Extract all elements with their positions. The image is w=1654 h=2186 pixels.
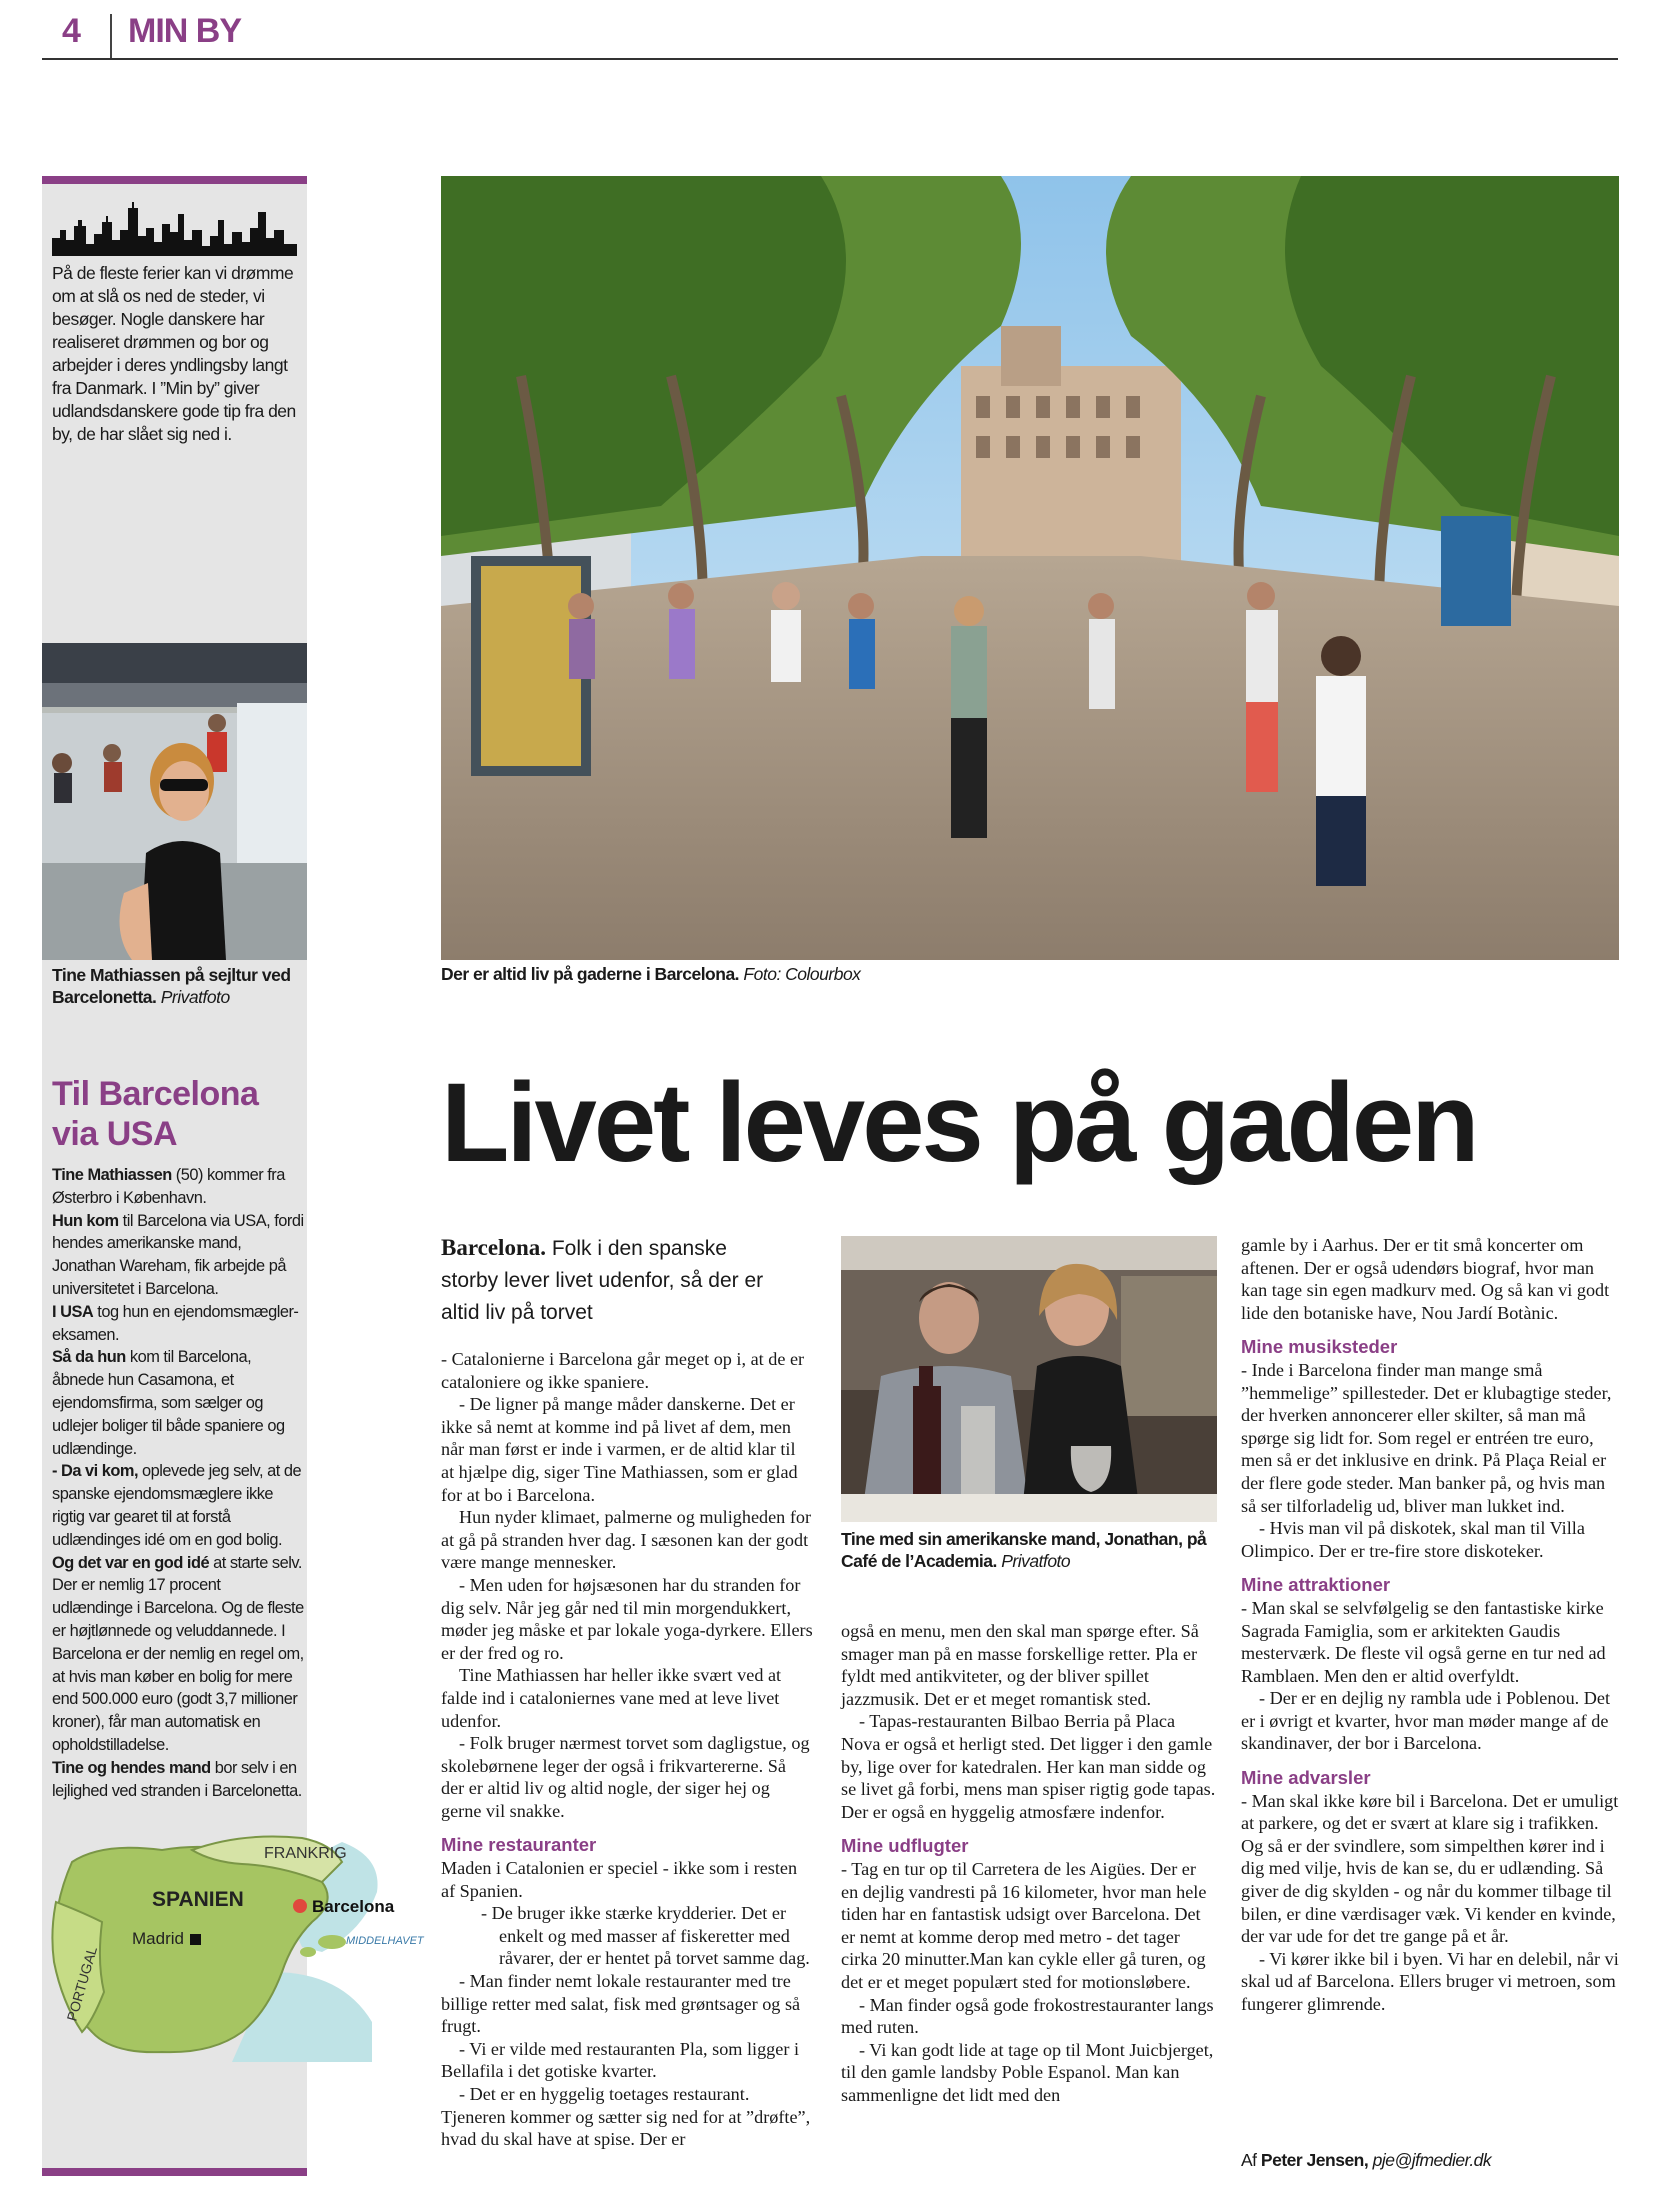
body-paragraph: - Men uden for højsæsonen har du stranden for dig selv. Når jeg går ned til min morgendukkert, møder jeg måske et par lokale yoga-dyrkere. Ellers er der fred og ro.	[441, 1574, 813, 1663]
byline	[1241, 2150, 1491, 2171]
map-label-madrid: Madrid	[132, 1929, 184, 1948]
sidebar-intro: På de fleste ferier kan vi drømme om at slå os ned de steder, vi besøger. Nogle danskere har realiseret drømmen og bor og arbejder i deres yndlingsby langt fra Danmark. I ”Min by” giver udlandsdanskere gode tip fra den by, de har slået sig ned i.	[52, 263, 296, 444]
body-paragraph: - Man skal se selvfølgelig se den fantastiske kirke Sagrada Famiglia, som er arkitekten Gaudis mesterværk. De fleste vil også gerne en tur ned ad Ramblaen. Men den er altid overfyldt.	[1241, 1597, 1606, 1686]
sidebar-paragraph: Tine Mathiassen (50) kommer fra Østerbro i København.	[52, 1166, 285, 1207]
body-paragraph: - Hvis man vil på diskotek, skal man til Villa Olimpico. Der er tre-fire store diskoteker.	[1241, 1518, 1585, 1561]
couple-caption-credit: Privatfoto	[1001, 1551, 1071, 1571]
barcelona-marker	[293, 1899, 307, 1913]
body-paragraph: gamle by i Aarhus. Der er tit små koncerter om aftenen. Der er også udendørs biograf, hvor man kan tage sin egen madkurv med. Og så kan vi godt lide den botaniske have, Nou Jardí Botànic.	[1241, 1235, 1610, 1323]
tine-photo-caption	[52, 964, 302, 1008]
page-number: 4	[62, 12, 81, 50]
spain-map	[42, 1822, 424, 2062]
byline-email: pje@jfmedier.dk	[1372, 2150, 1492, 2170]
body-paragraph: - Vi er vilde med restauranten Pla, som ligger i Bellafila i det gotiske kvarter.	[441, 2038, 800, 2082]
map-label-barcelona: Barcelona	[312, 1897, 395, 1916]
sidebar-paragraph: Og det var en god idé at starte selv. Der er nemlig 17 procent udlændinge i Barcelona. Og de fleste er højtlønnede og veluddannede. I Barcelona er der nemlig en regel om, at hvis man køber en bolig for mere end 500.000 euro (godt 3,7 millioner kroner), får man automatisk en opholdstilladelse.	[52, 1553, 304, 1754]
main-caption-credit: Foto: Colourbox	[743, 964, 861, 984]
city-skyline-icon	[52, 200, 297, 256]
couple-photo-caption	[841, 1528, 1217, 1572]
subheading: Mine attraktioner	[1241, 1574, 1391, 1596]
couple-cafe-photo	[841, 1236, 1217, 1522]
header-divider	[110, 14, 112, 58]
header-rule	[42, 58, 1618, 60]
body-paragraph: Maden i Catalonien er speciel - ikke som i resten af Spanien.	[441, 1858, 798, 1901]
couple-caption-text: Tine med sin amerikanske mand, Jonathan, på Café de l’Academia.	[841, 1529, 1207, 1571]
la-rambla-photo	[441, 176, 1619, 960]
sidebar-paragraph: I USA tog hun en ejendomsmægler-eksamen.	[52, 1302, 299, 1344]
tine-caption-text: Tine Mathiassen på sejltur ved Barcelonetta.	[52, 965, 291, 1007]
section-title: MIN BY	[128, 12, 241, 50]
subheading: Mine restauranter	[441, 1834, 597, 1856]
sidebar-paragraph: Så da hun kom til Barcelona, åbnede hun Casamona, et ejendomsfirma, som sælger og udlejer boliger til både spaniere og udlændinge.	[52, 1348, 285, 1458]
body-paragraph: - Det er en hyggelig toetages restaurant. Tjeneren kommer og sætter sig ned for at ”drøfte”, hvad du skal have at spise. Der er	[441, 2084, 811, 2150]
map-label-portugal: PORTUGAL	[63, 1944, 101, 2023]
article-column-1	[441, 1348, 813, 2151]
article-column-3	[1241, 1234, 1619, 2016]
body-paragraph: - De bruger ikke stærke krydderier. Det er enkelt og med masser af fiskeretter med råvarer, der er hentet på torvet samme dag.	[481, 1903, 810, 1969]
map-label-france: FRANKRIG	[264, 1845, 347, 1862]
body-paragraph: - Der er en dejlig ny rambla ude i Poblenou. Det er i øvrigt et kvarter, hvor man møder mange af de skandinaver, der bor i Barcelona.	[1241, 1688, 1611, 1754]
subheading: Mine advarsler	[1241, 1767, 1371, 1789]
map-label-sea: MIDDELHAVET	[346, 1935, 424, 1947]
body-paragraph: - Tag en tur op til Carretera de les Aigües. Der er en dejlig vandresti på 16 kilometer, hvor man hele tiden har en fantastisk udsigt over Barcelona. Det er nemt at komme derop med metro - det tager cirka 20 minutter.Man kan cykle eller gå turen, og det er et meget populært sted for motionsløbere.	[841, 1858, 1207, 1992]
byline-prefix: Af	[1241, 2150, 1257, 2170]
madrid-marker	[190, 1934, 201, 1945]
lead-dateline: Barcelona.	[441, 1235, 546, 1260]
subheading: Mine udflugter	[841, 1835, 969, 1857]
body-paragraph: Hun nyder klimaet, palmerne og muligheden for at gå på stranden hver dag. I sæsonen kan der godt være mange mennesker.	[441, 1507, 812, 1573]
headline: Livet leves på gaden	[441, 1060, 1477, 1185]
body-paragraph: - De ligner på mange måder danskerne. Det er ikke så nemt at komme ind på livet af dem, men når man først er inde i varmen, er de altid klar til at hjælpe dig, siger Tine Mathiassen, som er glad for at bo i Barcelona.	[441, 1394, 798, 1505]
body-paragraph: - Vi kan godt lide at tage op til Mont Juicbjerget, til den gamle landsby Poble Espanol. Man kan sammenligne det lidt med den	[841, 2039, 1214, 2105]
lead-text: Folk i den spanske storby lever livet udenfor, så der er altid liv på torvet	[441, 1237, 764, 1324]
sidebar-top-bar	[42, 176, 307, 184]
body-paragraph: - Catalonierne i Barcelona går meget op i, at de er cataloniere og ikke spaniere.	[441, 1349, 805, 1392]
sidebar-paragraph: Hun kom til Barcelona via USA, fordi hendes amerikanske mand, Jonathan Wareham, fik arbejde på universitetet i Barcelona.	[52, 1211, 304, 1298]
tine-sailing-photo	[42, 643, 307, 960]
byline-author: Peter Jensen,	[1260, 2150, 1369, 2170]
body-paragraph: - Man finder også gode frokostrestauranter langs med ruten.	[841, 1994, 1214, 2038]
sidebar-heading: Til Barcelona via USA	[52, 1075, 259, 1153]
body-paragraph: også en menu, men den skal man spørge efter. Så smager man på en masse forskellige retter. Pla er fyldt med antikviteter, og der bliver spillet jazzmusik. Det er et meget romantisk sted.	[841, 1621, 1199, 1709]
body-paragraph: - Man skal ikke køre bil i Barcelona. Det er umuligt at parkere, og det er svært at klare sig i trafikken. Og så er der svindlere, som simpelthen kører ind i dig med vilje, hvis de kan se, du er udlænding. Så giver de dig skylden - og når du kommer tilbage til bilen, er dine værdisager væk. Vi kender en kvinde, der var ude for det tre gange på et år.	[1241, 1790, 1619, 1947]
body-paragraph: - Vi kører ikke bil i byen. Vi har en delebil, når vi skal ud af Barcelona. Ellers bruger vi metroen, som fungerer glimrende.	[1241, 1948, 1619, 2014]
body-paragraph: - Man finder nemt lokale restauranter med tre billige retter med salat, fisk med grøntsager og så frugt.	[441, 1971, 801, 2037]
tine-caption-credit: Privatfoto	[160, 987, 230, 1007]
body-paragraph: - Folk bruger nærmest torvet som dagligstue, og skolebørnene leger der også i frikvartererne. Så der er altid liv og altid nogle, der siger hej og gerne vil snakke.	[441, 1733, 810, 1821]
sidebar-paragraph: - Da vi kom, oplevede jeg selv, at de spanske ejendomsmæglere ikke rigtig var gearet til at forstå udlændinges idé om en god bolig.	[52, 1462, 302, 1549]
article-column-2	[841, 1620, 1217, 2106]
body-paragraph: - Inde i Barcelona finder man mange små ”hemmelige” spillesteder. Det er klubagtige steder, der hverken annoncerer eller skilter, så man må spørge sig lidt for. Som regel er entréen tre euro, men så er det inklusive en drink. På Plaça Reial er der flere gode steder. Man banker på, og hvis man så ser tilforladelig ud, bliver man lukket ind.	[1241, 1359, 1612, 1516]
sidebar-bottom-bar	[42, 2168, 307, 2176]
lead-paragraph	[441, 1232, 781, 1328]
main-caption-text: Der er altid liv på gaderne i Barcelona.	[441, 964, 740, 984]
sidebar-body	[52, 1164, 304, 1802]
main-photo-caption	[441, 964, 860, 985]
body-paragraph: - Tapas-restauranten Bilbao Berria på Placa Nova er også et herligt sted. Det ligger i den gamle by, lige over for katedralen. Her kan man sidde og se livet gå forbi, mens man spiser rigtig gode tapas. Der er også en hyggelig atmosfære indenfor.	[841, 1711, 1216, 1822]
map-label-spain: SPANIEN	[152, 1888, 244, 1911]
subheading: Mine musiksteder	[1241, 1336, 1398, 1358]
body-paragraph: Tine Mathiassen har heller ikke svært ved at falde ind i cataloniernes vane med at leve livet udenfor.	[441, 1665, 782, 1731]
sidebar-paragraph: Tine og hendes mand bor selv i en lejlighed ved stranden i Barcelonetta.	[52, 1758, 302, 1800]
